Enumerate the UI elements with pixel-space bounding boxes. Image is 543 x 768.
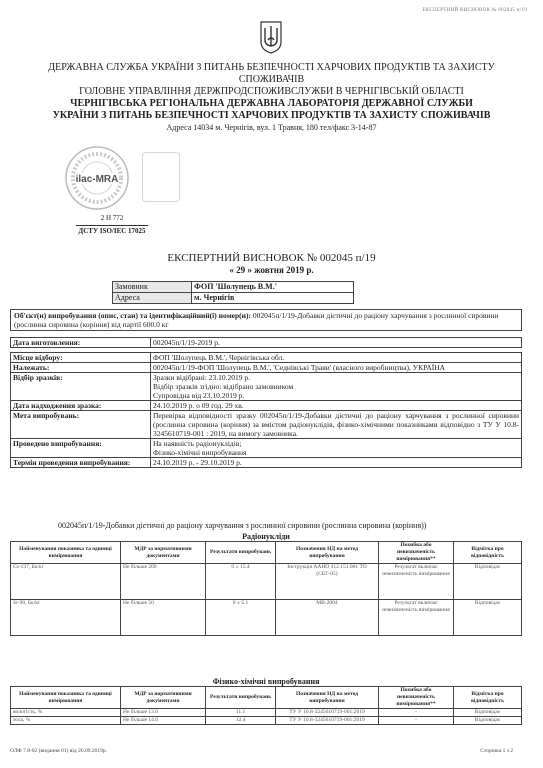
client-table [112,281,354,304]
cell-conformity: Відповідає [454,717,522,725]
cell-name: вологість, % [11,709,121,717]
cell-mdr: Не більше 14.0 [121,717,206,725]
manufacture-label: Дата виготовлення: [11,338,151,348]
col-header-mdr: МДР за нормативними документами [121,687,206,709]
cell-method: ТУ У 10.8-3245610719-001:2019 [276,709,379,717]
sampling-document: Супровідна від 23.10.2019 р. [153,391,245,400]
address-label: Адреса [113,293,192,304]
col-header-method: Позначення НД на метод випробування [276,687,379,709]
cell-mdr: Не більше 200 [121,564,206,600]
faint-stamp [142,152,180,202]
physchem-table [10,686,522,725]
department-title: ГОЛОВНЕ УПРАВЛІННЯ ДЕРЖПРОДСПОЖИВСЛУЖБИ В ЧЕРНІГІВСЬКІЙ ОБЛАСТІ [79,86,464,97]
table-row [11,353,522,363]
table-row [11,401,522,411]
sampling-date: Зразки відібрані: 23.10.2019 р. [153,373,251,382]
laboratory-title-1: ЧЕРНІГІВСЬКА РЕГІОНАЛЬНА ДЕРЖАВНА ЛАБОРАТОРІЯ ДЕРЖАВНОЇ СЛУЖБИ [70,98,473,109]
document-title: ЕКСПЕРТНИЙ ВИСНОВОК № 002045 п/19 [167,252,376,264]
col-header-name: Найменування показника та одиниці вимірювання [11,687,121,709]
purpose-value: Перевірка відповідності зразку 002045п/1/19-Добавки дієтичні до раціону харчування з рослинної сировини (рослинна сировина (коріння) за вмістом радіонуклідів, фізико-хімічними показниками відповідно з ТУ У 10.8-3245610719-001 : 2019, на вимогу замовника. [151,411,522,439]
cell-method: Інструкція ААНО 412.151.001 ТО (СЕГ-05) [276,564,379,600]
belongs-value: 002045п/1/19-ФОП 'Шолупець В.М.', 'Седнівські Трави' (власного виробництва), УКРАЇНА [151,363,522,373]
cell-mdr: Не більше 13.0 [121,709,206,717]
customer-value: ФОП 'Шолупець В.М.' [192,282,354,293]
place-value: ФОП 'Шолупець В.М.', Чернігівська обл. [151,353,522,363]
cell-conformity: Відповідає [454,709,522,717]
place-label: Місце відбору: [13,353,63,362]
cell-uncertainty: Результат включає невизначеність вимірювання [379,564,454,600]
table-row [11,709,522,717]
cell-method: МВ-2004 [276,600,379,636]
table-row [11,439,522,458]
manufacture-value: 002045п/1/19-2019 р. [151,338,522,348]
physchem-section-title: Фізико-хімічні випробування [212,677,320,686]
table-row [11,363,522,373]
cell-name: Cs-137, Бк/кг [11,564,121,600]
lab-address: Адреса 14034 м. Чернігів, вул. 1 Травня, 180 тел/факс 3-14-87 [166,123,377,132]
document-code: ЕКСПЕРТНИЙ ВИСНОВОК № 002045 п/19 [422,8,527,13]
ilac-stamp-icon [64,145,130,211]
col-header-uncertainty: Похибка або невизначеність вимірювання** [379,687,454,709]
col-header-result: Результати випробувань [206,542,276,564]
table-row [11,600,522,636]
cell-result: 11.1 [206,709,276,717]
col-header-mdr: МДР за нормативними документами [121,542,206,564]
cell-conformity: Відповідає [454,564,522,600]
purpose-label: Мета випробувань: [13,411,80,420]
customer-row [113,282,354,293]
table-row [11,458,522,468]
radionuclides-table [10,541,522,636]
agency-title: ДЕРЖАВНА СЛУЖБА УКРАЇНИ З ПИТАНЬ БЕЗПЕЧНОСТІ ХАРЧОВИХ ПРОДУКТІВ ТА ЗАХИСТУ СПОЖИВАЧІВ [48,62,495,85]
test-object [10,309,522,331]
ilac-logo-text: ilac-MRA [75,174,119,185]
received-label: Дата надходження зразка: [13,401,102,410]
belongs-label: Належать: [13,363,50,372]
period-label: Термін проведення випробування: [13,458,131,467]
form-code-footer: ОЛФ 7.8-02 (видання 01) від 26.09.2019р. [10,748,107,754]
period-value: 24.10.2019 р. - 29.10.2019 р. [151,458,522,468]
col-header-uncertainty: Похибка або невизначеність вимірювання** [379,542,454,564]
col-header-name: Найменування показника та одиниці вимірювання [11,542,121,564]
table-row [11,717,522,725]
accreditation-standard: ДСТУ ISO/IEC 17025 [76,225,148,236]
cell-uncertainty: Результат включає невизначеність вимірювання [379,600,454,636]
table-row [11,411,522,439]
laboratory-title-2: УКРАЇНИ З ПИТАНЬ БЕЗПЕЧНОСТІ ХАРЧОВИХ ПРОДУКТІВ ТА ЗАХИСТУ СПОЖИВАЧІВ [52,110,491,121]
trident-emblem-icon [259,20,283,54]
radionuclides-section-title: Радіонукліди [242,532,290,541]
cell-conformity: Відповідає [454,600,522,636]
cell-name: Sr-90, Бк/кг [11,600,121,636]
manufacture-date-table [10,337,522,348]
cell-uncertainty: - [379,717,454,725]
object-label: Об'єкт(и) випробування (опис, стан) та ідентифікаційний(і) номер(и): [14,311,251,320]
address-row [113,293,354,304]
cell-mdr: Не більше 50 [121,600,206,636]
ilac-mra-logo [64,145,130,211]
object-value: 002045п/1/19-Добавки дієтичні до раціону харчування з рослинної сировини (рослинна сировина (коріння) від партії 600.0 кг [14,311,499,329]
table-header-row [11,542,522,564]
results-caption: 002045п/1/19-Добавки дієтичні до раціону харчування з рослинної сировини (рослинна сировина (коріння)) [58,521,427,530]
cell-result: 0 ± 5.1 [206,600,276,636]
col-header-conformity: Відмітка про відповідність [454,542,522,564]
table-row [11,373,522,401]
sample-details-table [10,352,522,468]
address-value: м. Чернігів [192,293,354,304]
received-value: 24.10.2019 р. о 09 год. 29 хв. [151,401,522,411]
customer-label: Замовник [113,282,192,293]
tests-radio: На наявність радіонуклідів; [153,439,242,448]
cell-result: 12.4 [206,717,276,725]
cell-uncertainty: - [379,709,454,717]
cell-result: 0 ± 15.4 [206,564,276,600]
tests-label: Проведено випробування: [13,439,102,448]
col-header-result: Результати випробувань [206,687,276,709]
document-date: « 29 » жовтня 2019 р. [229,265,314,275]
sampling-label: Відбір зразків: [13,373,63,382]
table-row [11,564,522,600]
page-number: Сторінка 1 з 2 [480,748,513,754]
accreditation-number: 2 Н 772 [100,214,124,222]
cell-name: зола, % [11,717,121,725]
cell-method: ТУ У 10.8-3245610719-001:2019 [276,717,379,725]
table-header-row [11,687,522,709]
sampling-method: Відбір зразків згідно: відібрано замовником [153,382,294,391]
col-header-method: Позначення НД на метод випробування [276,542,379,564]
tests-physchem: Фізико-хімічні випробування [153,448,247,457]
accreditation-block [76,214,148,236]
col-header-conformity: Відмітка про відповідність [454,687,522,709]
